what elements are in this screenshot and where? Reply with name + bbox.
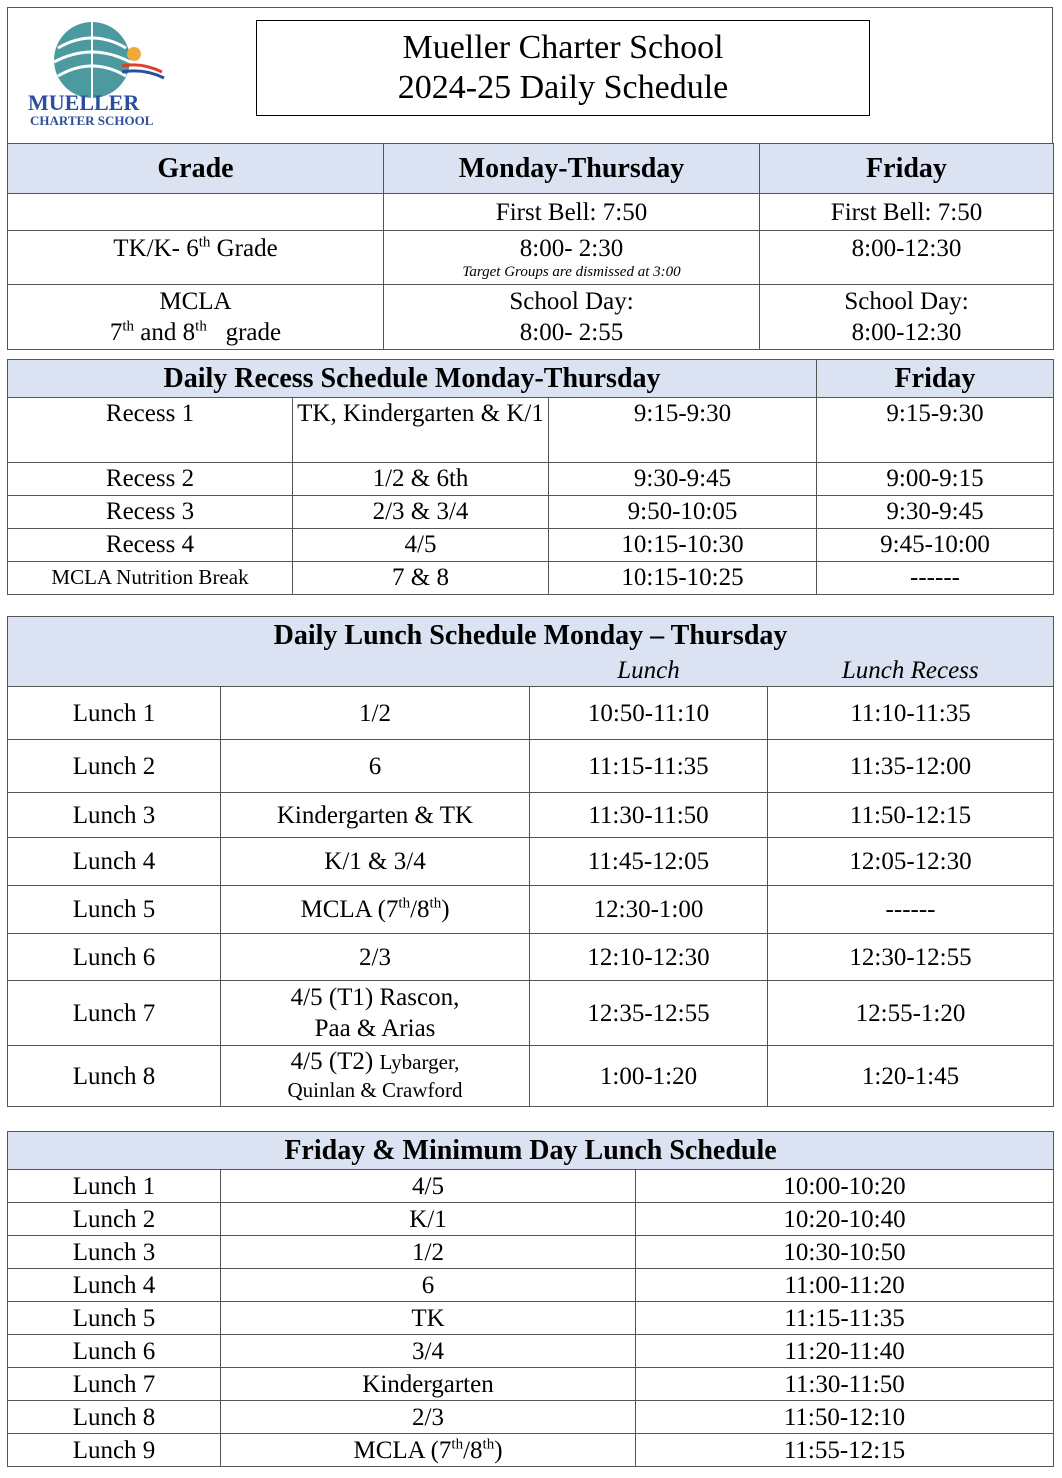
- recess-schedule-table: [7, 359, 1054, 595]
- lunch-name: Lunch 1: [8, 1170, 221, 1203]
- lunch-time: 11:15-11:35: [636, 1302, 1054, 1335]
- mcla-fri-hours: School Day: 8:00-12:30: [760, 285, 1054, 350]
- lunch-name: Lunch 1: [8, 687, 221, 740]
- recess-name: Recess 4: [8, 529, 293, 562]
- recess-fri-header: Friday: [817, 360, 1054, 398]
- lunch-name: Lunch 3: [8, 793, 221, 838]
- lunch-fri-table: [7, 1131, 1054, 1467]
- lunch-name: Lunch 6: [8, 1335, 221, 1368]
- lunch-recess-time: 11:50-12:15: [768, 793, 1054, 838]
- recess-name: Recess 1: [8, 398, 293, 463]
- lunch-time: 11:45-12:05: [530, 838, 768, 886]
- lunch-group: Kindergarten: [221, 1368, 636, 1401]
- lunch-time: 12:35-12:55: [530, 981, 768, 1046]
- lunch-recess-time: 12:30-12:55: [768, 934, 1054, 981]
- lunch-time: 11:30-11:50: [636, 1368, 1054, 1401]
- first-bell-fri: First Bell: 7:50: [760, 194, 1054, 231]
- lunch-name: Lunch 5: [8, 886, 221, 934]
- lunch-name: Lunch 7: [8, 981, 221, 1046]
- lunch-fri-title: Friday & Minimum Day Lunch Schedule: [8, 1132, 1054, 1170]
- lunch-time: 12:10-12:30: [530, 934, 768, 981]
- lunch-name: Lunch 5: [8, 1302, 221, 1335]
- lunch-group: 2/3: [221, 1401, 636, 1434]
- recess-fri-time: 9:15-9:30: [817, 398, 1054, 463]
- lunch-time: 11:15-11:35: [530, 740, 768, 793]
- lunch-recess-time: 11:35-12:00: [768, 740, 1054, 793]
- recess-mt-time: 9:15-9:30: [549, 398, 817, 463]
- title-box: [256, 20, 870, 116]
- page-subtitle: 2024-25 Daily Schedule: [397, 69, 729, 106]
- tk-mt-hours: 8:00- 2:30 Target Groups are dismissed at 3:00: [384, 231, 760, 285]
- school-logo: [22, 18, 172, 128]
- lunch-time: 10:50-11:10: [530, 687, 768, 740]
- lunch-group: 4/5: [221, 1170, 636, 1203]
- lunch-group: MCLA (7th/8th): [221, 1434, 636, 1467]
- lunch-group: 6: [221, 1269, 636, 1302]
- logo-sub: CHARTER SCHOOL: [30, 113, 154, 128]
- lunch-recess-time: 1:20-1:45: [768, 1046, 1054, 1107]
- recess-fri-time: ------: [817, 562, 1054, 595]
- lunch-name: Lunch 4: [8, 1269, 221, 1302]
- lunch-name: Lunch 6: [8, 934, 221, 981]
- recess-mt-time: 10:15-10:25: [549, 562, 817, 595]
- table-cell: [8, 194, 384, 231]
- page-title: Mueller Charter School: [402, 29, 724, 66]
- lunch-group: K/1: [221, 1203, 636, 1236]
- mcla-grade-label: MCLA 7th and 8th grade: [8, 285, 384, 350]
- recess-group: 1/2 & 6th: [293, 463, 549, 496]
- first-bell-mt: First Bell: 7:50: [384, 194, 760, 231]
- table-cell: [8, 655, 530, 687]
- lunch-name: Lunch 2: [8, 740, 221, 793]
- lunch-time: 1:00-1:20: [530, 1046, 768, 1107]
- recess-group: TK, Kindergarten & K/1: [293, 398, 549, 463]
- recess-title: Daily Recess Schedule Monday-Thursday: [8, 360, 817, 398]
- recess-name: Recess 3: [8, 496, 293, 529]
- recess-mt-time: 9:30-9:45: [549, 463, 817, 496]
- recess-group: 4/5: [293, 529, 549, 562]
- lunch-recess-time: 11:10-11:35: [768, 687, 1054, 740]
- globe-logo-icon: [22, 18, 172, 128]
- lunch-group: 1/2: [221, 687, 530, 740]
- recess-fri-time: 9:30-9:45: [817, 496, 1054, 529]
- col-lunch-header: Lunch: [530, 655, 768, 687]
- lunch-group: TK: [221, 1302, 636, 1335]
- recess-fri-time: 9:45-10:00: [817, 529, 1054, 562]
- tk-grade-label: TK/K- 6th Grade: [8, 231, 384, 285]
- lunch-name: Lunch 7: [8, 1368, 221, 1401]
- lunch-time: 11:50-12:10: [636, 1401, 1054, 1434]
- lunch-group: MCLA (7th/8th): [221, 886, 530, 934]
- lunch-name: Lunch 4: [8, 838, 221, 886]
- recess-mt-time: 9:50-10:05: [549, 496, 817, 529]
- col-fri-header: Friday: [760, 144, 1054, 194]
- lunch-recess-time: 12:55-1:20: [768, 981, 1054, 1046]
- lunch-group: 6: [221, 740, 530, 793]
- lunch-group: 4/5 (T2) Lybarger, Quinlan & Crawford: [221, 1046, 530, 1107]
- recess-group: 7 & 8: [293, 562, 549, 595]
- bell-schedule-table: [7, 143, 1054, 350]
- lunch-time: 10:00-10:20: [636, 1170, 1054, 1203]
- logo-brand: MUELLER: [28, 90, 140, 115]
- mcla-mt-hours: School Day: 8:00- 2:55: [384, 285, 760, 350]
- lunch-group: 3/4: [221, 1335, 636, 1368]
- recess-name: Recess 2: [8, 463, 293, 496]
- col-lunch-recess-header: Lunch Recess: [768, 655, 1054, 687]
- lunch-time: 10:20-10:40: [636, 1203, 1054, 1236]
- schedule-header: [7, 7, 1053, 143]
- lunch-group: 2/3: [221, 934, 530, 981]
- lunch-time: 11:55-12:15: [636, 1434, 1054, 1467]
- target-groups-note: Target Groups are dismissed at 3:00: [462, 264, 681, 280]
- lunch-time: 11:20-11:40: [636, 1335, 1054, 1368]
- lunch-recess-time: ------: [768, 886, 1054, 934]
- lunch-mt-table: [7, 616, 1054, 1107]
- col-mt-header: Monday-Thursday: [384, 144, 760, 194]
- lunch-recess-time: 12:05-12:30: [768, 838, 1054, 886]
- lunch-name: Lunch 2: [8, 1203, 221, 1236]
- lunch-group: Kindergarten & TK: [221, 793, 530, 838]
- lunch-time: 10:30-10:50: [636, 1236, 1054, 1269]
- lunch-time: 11:30-11:50: [530, 793, 768, 838]
- lunch-mt-title: Daily Lunch Schedule Monday – Thursday: [8, 617, 1054, 655]
- lunch-group: 4/5 (T1) Rascon, Paa & Arias: [221, 981, 530, 1046]
- lunch-group: 1/2: [221, 1236, 636, 1269]
- recess-name: MCLA Nutrition Break: [8, 562, 293, 595]
- recess-group: 2/3 & 3/4: [293, 496, 549, 529]
- lunch-name: Lunch 8: [8, 1401, 221, 1434]
- lunch-time: 11:00-11:20: [636, 1269, 1054, 1302]
- recess-fri-time: 9:00-9:15: [817, 463, 1054, 496]
- tk-fri-hours: 8:00-12:30: [760, 231, 1054, 285]
- lunch-name: Lunch 8: [8, 1046, 221, 1107]
- lunch-name: Lunch 9: [8, 1434, 221, 1467]
- col-grade-header: Grade: [8, 144, 384, 194]
- lunch-time: 12:30-1:00: [530, 886, 768, 934]
- lunch-group: K/1 & 3/4: [221, 838, 530, 886]
- recess-mt-time: 10:15-10:30: [549, 529, 817, 562]
- lunch-name: Lunch 3: [8, 1236, 221, 1269]
